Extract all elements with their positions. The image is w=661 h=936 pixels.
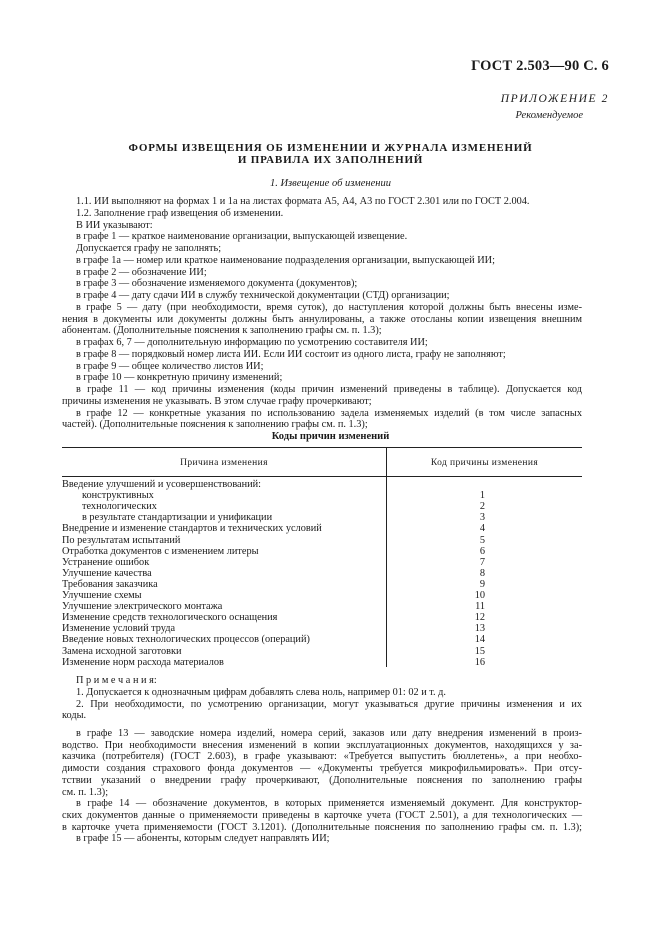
table-header-reason: Причина изменения [180, 458, 268, 468]
text-line: см. п. 1.3); [62, 786, 109, 798]
text-line: ских документов данные о применяемости приведены в карточке учета (ГОСТ 2.501), а для технологических — [62, 809, 582, 821]
table-row-code: 10 [474, 590, 485, 601]
table-row-reason: Изменение норм расхода материалов [62, 656, 224, 668]
table-row-reason: Требования заказчика [62, 578, 158, 590]
page-title-line-2: И ПРАВИЛА ИХ ЗАПОЛНЕНИЙ [237, 154, 424, 166]
text-line: водство. При необходимости внесения изменений в копии эксплуатационных документов, находящихся у за- [62, 739, 582, 751]
table-title: Коды причин изменений [271, 431, 390, 442]
table-top-rule [62, 447, 582, 448]
text-line: В ИИ указывают: [76, 219, 153, 231]
text-line: абонентам. (Дополнительные пояснения к заполнению графы см. п. 1.3); [62, 325, 382, 337]
text-line: в графе 4 — дату сдачи ИИ в службу технической документации (СТД) организации; [76, 290, 450, 301]
table-row-code: 16 [474, 656, 485, 668]
table-row-reason: Изменение условий труда [62, 623, 176, 635]
text-line: в графах 6, 7 — дополнительную информацию по усмотрению составителя ИИ; [76, 337, 428, 348]
text-line: в графе 11 — код причины изменения (коды причин изменений приведены в таблице). Допускается код [76, 384, 582, 395]
text-line: в графе 5 — дату (при необходимости, время суток), до наступления которой должны быть внесены изме- [76, 301, 582, 313]
text-line: димости создания страхового фонда документов — «Документы требуется микрофильмировать». При отсу- [62, 763, 582, 775]
text-line: в графе 8 — порядковый номер листа ИИ. Если ИИ состоит из одного листа, графу не заполняют; [76, 348, 506, 360]
text-line: 1. Допускается к однозначным цифрам добавлять слева ноль, например 01: 02 и т. д. [76, 686, 446, 698]
text-line: в графе 14 — обозначение документов, в которых применяется изменяемый документ. Для конструктор- [76, 798, 582, 810]
table-row-code: 4 [479, 523, 485, 535]
table-row-reason: Введение новых технологических процессов (операций) [62, 634, 310, 646]
table-header-rule [62, 476, 582, 477]
text-line: в графе 12 — конкретные указания по использованию задела изменяемых изделий (в том числе запасных [76, 407, 582, 419]
document-reference: ГОСТ 2.503—90 С. 6 [471, 58, 609, 74]
table-row-code: 3 [479, 512, 485, 524]
text-line: в графе 1 — краткое наименование организации, выпускающей извещение. [76, 231, 408, 243]
table-row-code: 5 [479, 534, 485, 546]
text-line: в графе 10 — конкретную причину изменений; [76, 372, 283, 384]
table-row-code: 11 [475, 601, 485, 613]
text-line: казчика (потребителя) (ГОСТ 2.603), в графе указывают: «Требуется выпустить бюллетень», а при необхо- [62, 751, 582, 763]
text-line: тствии указаний о внедрении графу прочеркивают, (Дополнительные пояснения по заполнению графы [62, 774, 582, 786]
text-line: в графе 3 — обозначение изменяемого документа (документов); [76, 278, 358, 290]
text-line: в графе 13 — заводские номера изделий, номера серий, заказов или дату внедрения изменений в произ- [76, 728, 582, 739]
text-line: в карточке учета применяемости (ГОСТ 3.1201). (Дополнительные пояснения по заполнению графы см. п. 1.3); [62, 821, 582, 833]
text-line: нения в документы или документы должны быть аннулированы, а также отосланы копии извещения внешним [62, 313, 582, 325]
text-line: частей). (Дополнительные пояснения к заполнению графы см. п. 1.3); [62, 419, 368, 431]
text-line: 1.2. Заполнение граф извещения об изменении. [76, 207, 284, 219]
table-row-code: 15 [474, 645, 485, 657]
table-row-reason: Отработка документов с изменением литеры [62, 545, 259, 557]
text-line: коды. [62, 710, 87, 722]
table-row-code: 6 [479, 545, 485, 557]
table-row-reason: По результатам испытаний [62, 534, 181, 546]
table-row-reason: Улучшение качества [62, 567, 152, 579]
table-row-reason: конструктивных [82, 490, 154, 502]
text-line: в графе 9 — общее количество листов ИИ; [76, 360, 264, 372]
table-row-reason: Замена исходной заготовки [62, 645, 182, 657]
table-row-code: 1 [479, 490, 485, 502]
table-row-code: 12 [474, 612, 485, 624]
table-row-code: 8 [479, 567, 485, 579]
text-line: 2. При необходимости, по усмотрению организации, могут указываться другие причины изменения и их [76, 698, 582, 710]
table-row-reason: Улучшение схемы [62, 590, 142, 601]
table-row-code: 13 [474, 623, 485, 635]
table-row-reason: в результате стандартизации и унификации [82, 512, 273, 524]
table-row-reason: Улучшение электрического монтажа [62, 601, 223, 613]
text-line: 1.1. ИИ выполняют на формах 1 и 1а на листах формата А5, А4, А3 по ГОСТ 2.301 или по ГОСТ 2.004. [76, 196, 530, 207]
table-row-reason: Внедрение и изменение стандартов и технических условий [62, 523, 322, 535]
appendix-label: ПРИЛОЖЕНИЕ 2 [500, 93, 609, 105]
table-row-code: 9 [479, 578, 485, 590]
table-row-reason: Изменение средств технологического оснащения [62, 612, 278, 624]
table-row-code: 2 [479, 501, 485, 513]
section-heading: 1. Извещение об изменении [269, 178, 392, 189]
text-line: причины изменения не указывать. В этом случае графу прочеркивают; [62, 395, 372, 407]
table-row-code: 14 [474, 634, 485, 646]
page-title-line-1: ФОРМЫ ИЗВЕЩЕНИЯ ОБ ИЗМЕНЕНИИ И ЖУРНАЛА ИЗМЕНЕНИЙ [128, 142, 533, 154]
text-line: П р и м е ч а н и я: [76, 675, 157, 686]
recommended-label: Рекомендуемое [515, 110, 583, 121]
table-row-code: 7 [479, 556, 485, 568]
table-row-reason: Введение улучшений и усовершенствований: [62, 479, 262, 490]
text-line: в графе 1а — номер или краткое наименование подразделения организации, выпускающей ИИ; [76, 254, 495, 266]
table-row-reason: Устранение ошибок [62, 556, 150, 568]
table-column-divider [386, 447, 387, 667]
text-line: в графе 2 — обозначение ИИ; [76, 266, 207, 278]
text-line: в графе 15 — абоненты, которым следует направлять ИИ; [76, 833, 330, 845]
text-line: Допускается графу не заполнять; [76, 243, 222, 254]
table-row-reason: технологических [82, 501, 157, 513]
table-header-code: Код причины изменения [430, 458, 539, 468]
